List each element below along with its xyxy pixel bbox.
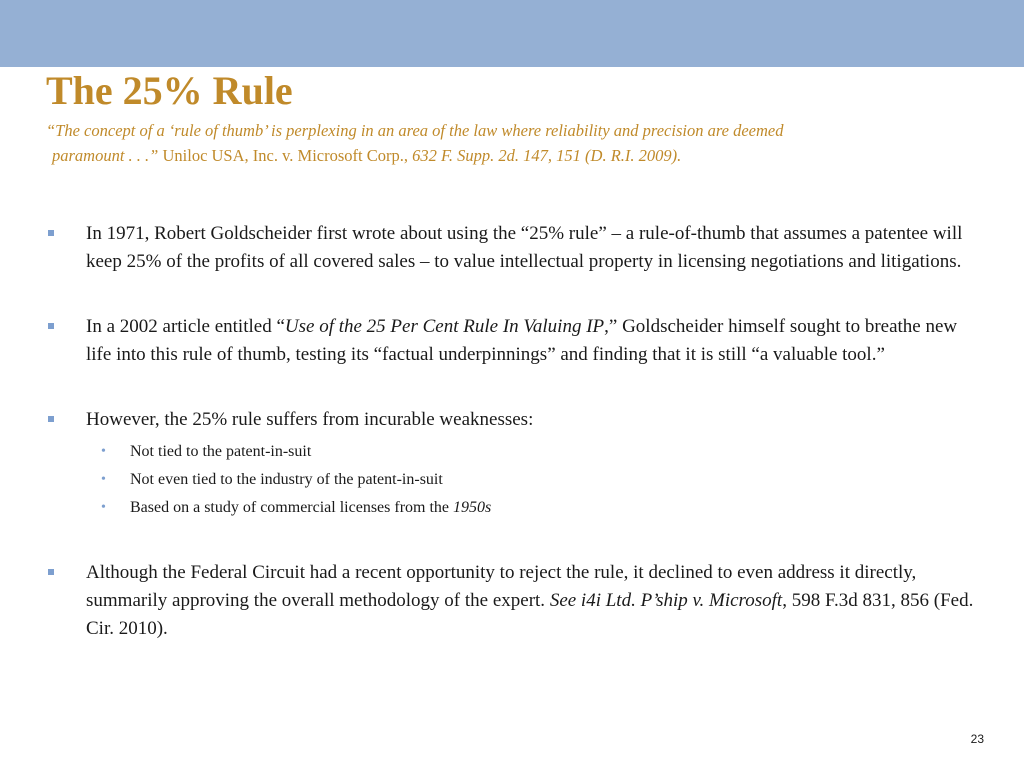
square-bullet-icon [48,323,54,329]
sub-bullet-item-1 [46,438,986,466]
quote-text-line1: “The concept of a ‘rule of thumb’ is perplexing in an area of the law where reliability and precision are deemed [46,121,784,140]
square-bullet-icon [48,569,54,575]
sub-bullet-item-2 [46,466,986,494]
case-reference: See i4i Ltd. P’ship v. Microsoft [549,590,783,611]
bullet-text-2a: In a 2002 article entitled “ [86,316,285,337]
bullet-text-4b: , 598 F.3d 831, 856 (Fed. Cir. 2010). [86,590,974,639]
bullet-list [46,220,986,643]
quote-text-line2: paramount . . .” [52,146,159,165]
sub-bullet-text-1: Not tied to the patent-in-suit [130,443,312,460]
slide-title: The 25% Rule [46,68,293,113]
bullet-item-1 [46,220,986,276]
bullet-item-4 [46,559,986,643]
bullet-text-2b: ,” Goldscheider himself sought to breathe new life into this rule of thumb, testing its “factual underpinnings” and finding that it is still “a valuable tool.” [86,316,958,365]
bullet-text-3: However, the 25% rule suffers from incurable weaknesses: [86,409,534,430]
sub-bullet-text-2: Not even tied to the industry of the patent-in-suit [130,471,443,488]
page-number: 23 [970,732,984,746]
square-bullet-icon [48,416,54,422]
bullet-text-1: In 1971, Robert Goldscheider first wrote about using the “25% rule” – a rule-of-thumb that assumes a patentee will keep 25% of the profits of all covered sales – to value intellectual property in licensing negotiations and litigations. [86,223,963,272]
round-bullet-icon: • [101,444,106,459]
square-bullet-icon [48,230,54,236]
bullet-item-2 [46,313,986,369]
case-citation: 632 F. Supp. 2d. 147, 151 (D. R.I. 2009). [412,146,682,165]
bullet-item-3 [46,406,986,434]
round-bullet-icon: • [101,500,106,515]
slide-subtitle-quote [46,118,996,168]
sub-bullet-text-3: Based on a study of commercial licenses from the [130,499,454,516]
sub-bullet-item-3 [46,494,986,522]
sub-bullet-text-3-italic: 1950s [453,499,492,516]
case-name: Uniloc USA, Inc. v. Microsoft Corp., [158,146,413,165]
bullet-text-4a: Although the Federal Circuit had a recent opportunity to reject the rule, it declined to even address it directly, summarily approving the overall methodology of the expert. [86,562,917,611]
header-band [0,0,1024,67]
round-bullet-icon: • [101,472,106,487]
article-title: Use of the 25 Per Cent Rule In Valuing IP [284,316,605,337]
